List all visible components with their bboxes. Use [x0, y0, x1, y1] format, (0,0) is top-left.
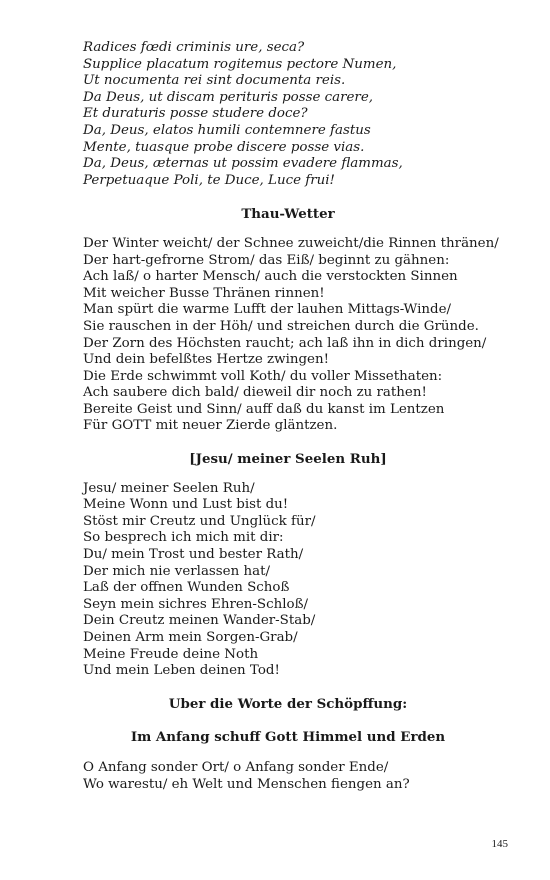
verse-line: Du/ mein Trost und bester Rath/ [83, 547, 304, 563]
verse-line: Ach saubere dich bald/ dieweil dir noch zu rathen! [83, 385, 427, 401]
latin-verse-block [83, 40, 513, 189]
page-body [83, 40, 513, 793]
verse-line: So besprech ich mich mit dir: [83, 530, 284, 546]
verse-line: Der mich nie verlassen hat/ [83, 563, 270, 579]
verse-line: Et duraturis posse studere doce? [83, 106, 308, 122]
verse-line: Der Winter weicht/ der Schnee zuweicht/die Rinnen thränen/ [83, 235, 499, 251]
verse-line: Stöst mir Creutz und Unglück für/ [83, 513, 316, 529]
verse-line: Supplice placatum rogitemus pectore Numen, [83, 56, 397, 72]
verse-line: Meine Freude deine Noth [83, 646, 259, 662]
verse-line: Für GOTT mit neuer Zierde gläntzen. [83, 418, 338, 434]
verse-line: Der Zorn des Höchsten raucht; ach laß ihn in dich dringen/ [83, 335, 487, 351]
poem-jesu [83, 481, 513, 680]
verse-line: O Anfang sonder Ort/ o Anfang sonder Ende/ [83, 759, 389, 775]
verse-line: Wo warestu/ eh Welt und Menschen fiengen an? [83, 776, 410, 792]
verse-line: Perpetuaque Poli, te Duce, Luce frui! [83, 172, 335, 188]
page-number: 145 [491, 838, 508, 850]
verse-line: Bereite Geist und Sinn/ auff daß du kanst im Lentzen [83, 401, 445, 417]
verse-line: Da, Deus, elatos humili contemnere fastus [83, 122, 371, 138]
verse-line: Da Deus, ut discam perituris posse carere, [83, 89, 374, 105]
verse-line: Jesu/ meiner Seelen Ruh/ [83, 480, 255, 496]
poem-title-jesu: [Jesu/ meiner Seelen Ruh] [189, 451, 387, 468]
verse-line: Und dein befelßtes Hertze zwingen! [83, 352, 329, 368]
verse-line: Seyn mein sichres Ehren-Schloß/ [83, 596, 309, 612]
verse-line: Mente, tuasque probe discere posse vias. [83, 139, 365, 155]
verse-line: Und mein Leben deinen Tod! [83, 663, 280, 679]
poem-subtitle-im-anfang: Im Anfang schuff Gott Himmel und Erden [130, 729, 446, 746]
verse-line: Meine Wonn und Lust bist du! [83, 497, 289, 513]
poem-thau-wetter [83, 236, 513, 435]
verse-line: Der hart-gefrorne Strom/ das Eiß/ beginnt zu gähnen: [83, 252, 450, 268]
verse-line: Ut nocumenta rei sint documenta reis. [83, 73, 346, 89]
poem-title-thau-wetter: Thau-Wetter [241, 206, 335, 223]
verse-line: Die Erde schwimmt voll Koth/ du voller Missethaten: [83, 368, 443, 384]
verse-line: Sie rauschen in der Höh/ und streichen durch die Gründe. [83, 318, 479, 334]
verse-line: Man spürt die warme Lufft der lauhen Mittags-Winde/ [83, 302, 451, 318]
verse-line: Deinen Arm mein Sorgen-Grab/ [83, 630, 298, 645]
verse-line: Mit weicher Busse Thränen rinnen! [83, 285, 325, 301]
verse-line: Laß der offnen Wunden Schoß [83, 580, 290, 596]
verse-line: Radices fœdi criminis ure, seca? [83, 40, 305, 55]
poem-title-schoepffung: Uber die Worte der Schöpffung: [168, 695, 408, 712]
verse-line: Ach laß/ o harter Mensch/ auch die verstockten Sinnen [83, 269, 458, 285]
poem-im-anfang [83, 760, 513, 793]
verse-line: Dein Creutz meinen Wander-Stab/ [83, 613, 316, 629]
verse-line: Da, Deus, æternas ut possim evadere flammas, [83, 156, 403, 172]
